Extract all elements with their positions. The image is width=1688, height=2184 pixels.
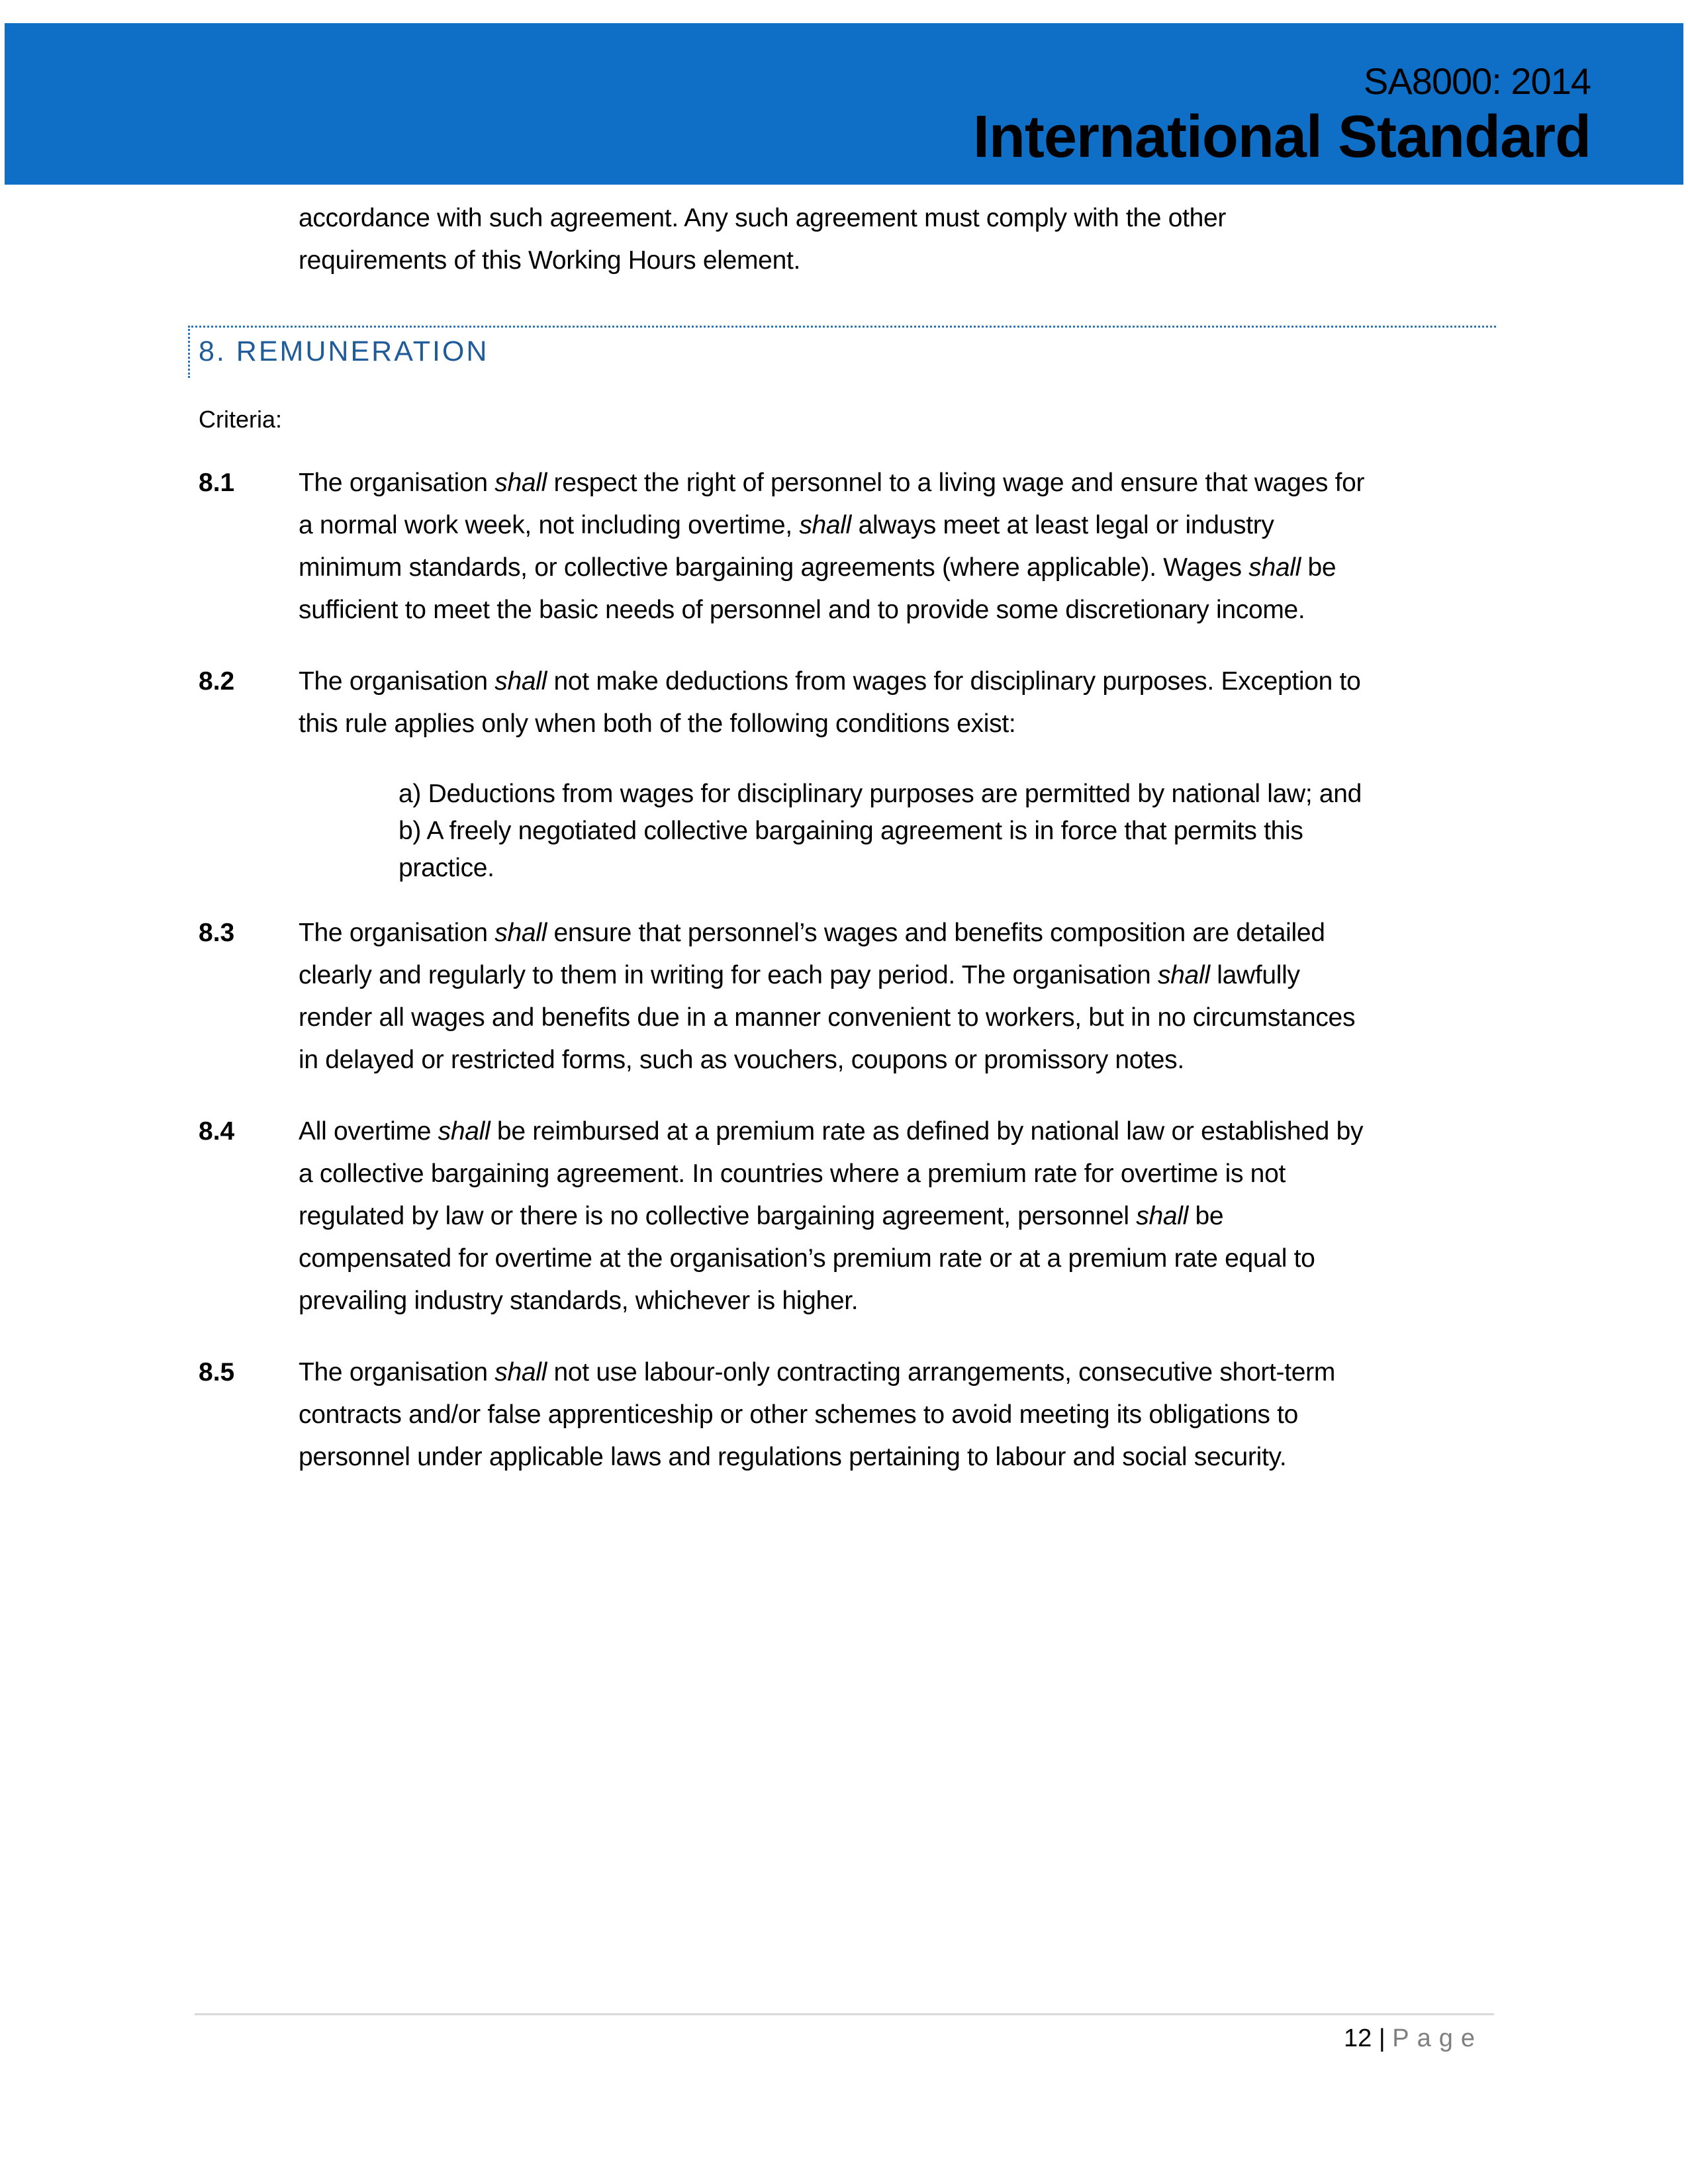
clause-line — [299, 1285, 858, 1317]
clause-number: 8.2 — [199, 667, 235, 696]
emphasis-shall: shall — [438, 1117, 491, 1146]
clause-line — [299, 1243, 1315, 1275]
emphasis-shall: shall — [1136, 1202, 1188, 1230]
intro-line: accordance with such agreement. Any such agreement must comply with the other — [299, 204, 1227, 232]
text-run: render all wages and benefits due in a manner convenient to workers, but in no circumstances — [299, 1003, 1356, 1032]
text-run: compensated for overtime at the organisation’s premium rate or at a premium rate equal to — [299, 1244, 1315, 1273]
text-run: a normal work week, not including overtime, — [299, 511, 800, 539]
text-run: a collective bargaining agreement. In countries where a premium rate for overtime is not — [299, 1160, 1286, 1188]
clause-line — [299, 1357, 1335, 1388]
clause-line — [299, 1201, 1223, 1232]
condition-item: a) Deductions from wages for disciplinary purposes are permitted by national law; and — [399, 780, 1362, 808]
text-run: always meet at least legal or industry — [851, 511, 1274, 539]
document-title: International Standard — [972, 104, 1591, 170]
footer-separator: | — [1378, 2025, 1385, 2052]
text-run: not make deductions from wages for disciplinary purposes. Exception to — [546, 667, 1361, 696]
emphasis-shall: shall — [494, 469, 547, 497]
clause-number: 8.3 — [199, 919, 235, 947]
clause-line — [299, 960, 1300, 991]
clause-line — [299, 708, 1015, 740]
text-run: be — [1188, 1202, 1224, 1230]
clause-line — [299, 594, 1305, 626]
emphasis-shall: shall — [799, 511, 852, 539]
clause-number: 8.4 — [199, 1117, 235, 1146]
condition-item: b) A freely negotiated collective bargaining agreement is in force that permits this — [399, 817, 1303, 845]
text-run: minimum standards, or collective bargaining agreements (where applicable). Wages — [299, 553, 1249, 582]
clause-line — [299, 1044, 1184, 1076]
text-run: lawfully — [1209, 961, 1300, 989]
text-run: in delayed or restricted forms, such as vouchers, coupons or promissory notes. — [299, 1046, 1184, 1074]
clause-line — [299, 552, 1336, 584]
page-label: Page — [1392, 2025, 1483, 2052]
condition-item: practice. — [399, 854, 494, 882]
text-run: not use labour-only contracting arrangements, consecutive short-term — [546, 1358, 1336, 1387]
clause-line — [299, 510, 1274, 541]
text-run: personnel under applicable laws and regulations pertaining to labour and social security. — [299, 1443, 1287, 1471]
clause-line — [299, 1002, 1355, 1034]
emphasis-shall: shall — [494, 667, 547, 696]
text-run: respect the right of personnel to a living wage and ensure that wages for — [546, 469, 1365, 497]
header-band — [5, 23, 1683, 185]
clause-line — [299, 467, 1364, 499]
text-run: ensure that personnel’s wages and benefits composition are detailed — [546, 919, 1325, 947]
text-run: clearly and regularly to them in writing for each pay period. The organisation — [299, 961, 1158, 989]
intro-line: requirements of this Working Hours element. — [299, 246, 801, 275]
text-run: contracts and/or false apprenticeship or other schemes to avoid meeting its obligations to — [299, 1400, 1299, 1429]
text-run: be reimbursed at a premium rate as defined by national law or established by — [490, 1117, 1364, 1146]
clause-line — [299, 917, 1325, 949]
clause-number: 8.5 — [199, 1358, 235, 1387]
page-footer — [1344, 2023, 1483, 2054]
footer-divider — [195, 2013, 1494, 2015]
clause-line — [299, 1441, 1286, 1473]
text-run: sufficient to meet the basic needs of personnel and to provide some discretionary income. — [299, 596, 1305, 624]
clause-number: 8.1 — [199, 469, 235, 497]
text-run: All overtime — [299, 1117, 438, 1146]
clause-line — [299, 1158, 1286, 1190]
text-run: The organisation — [299, 469, 495, 497]
criteria-label: Criteria: — [199, 406, 283, 433]
document-code: SA8000: 2014 — [1364, 60, 1591, 102]
text-run: regulated by law or there is no collective bargaining agreement, personnel — [299, 1202, 1137, 1230]
text-run: The organisation — [299, 919, 495, 947]
emphasis-shall: shall — [494, 1358, 547, 1387]
text-run: The organisation — [299, 667, 495, 696]
text-run: be — [1301, 553, 1336, 582]
text-run: prevailing industry standards, whichever is higher. — [299, 1287, 859, 1315]
emphasis-shall: shall — [494, 919, 547, 947]
emphasis-shall: shall — [1157, 961, 1210, 989]
text-run: this rule applies only when both of the following conditions exist: — [299, 709, 1016, 738]
clause-line — [299, 1399, 1298, 1431]
section-heading: 8. REMUNERATION — [199, 336, 489, 367]
clause-line — [299, 666, 1361, 698]
text-run: The organisation — [299, 1358, 495, 1387]
clause-line — [299, 1116, 1363, 1148]
emphasis-shall: shall — [1248, 553, 1301, 582]
page-number: 12 — [1343, 2025, 1372, 2052]
